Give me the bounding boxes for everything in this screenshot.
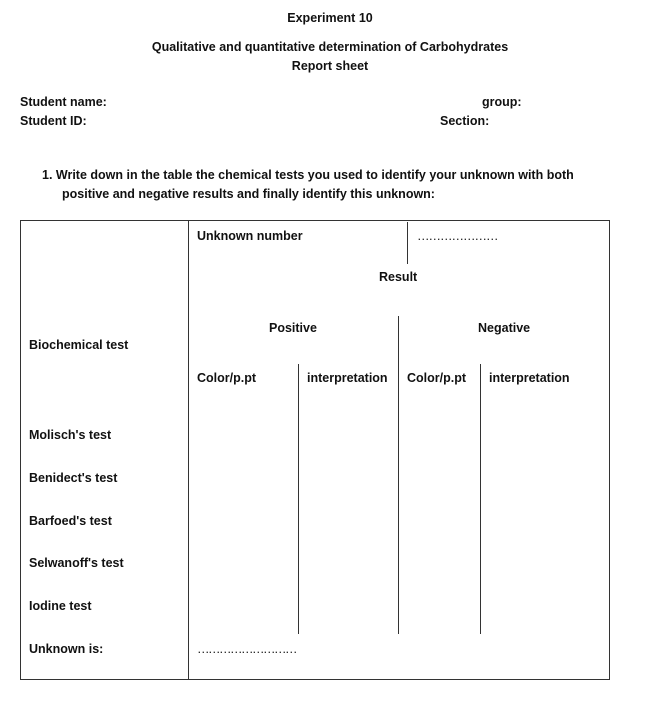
question-line-2: positive and negative results and finally identify this unknown: (62, 187, 435, 201)
report-subtitle: Report sheet (291, 59, 369, 73)
report-title: Qualitative and quantitative determination of Carbohydrates (151, 40, 509, 54)
unknown-number-label: Unknown number (197, 229, 303, 243)
group-label: group: (482, 95, 522, 109)
positive-header: Positive (269, 321, 317, 335)
test-row-barfoed: Barfoed's test (29, 514, 112, 528)
negative-interpretation-header: interpretation (489, 371, 570, 385)
unknown-is-label: Unknown is: (29, 642, 104, 656)
result-header: Result (379, 270, 418, 284)
negative-color-header: Color/p.pt (407, 371, 467, 385)
student-name-label: Student name: (20, 95, 107, 109)
experiment-number: Experiment 10 (287, 11, 373, 25)
positive-interpretation-header: interpretation (307, 371, 388, 385)
positive-color-header: Color/p.pt (197, 371, 257, 385)
positive-negative-divider (398, 316, 399, 634)
table-bottom-border (20, 679, 610, 680)
unknown-number-divider (407, 222, 408, 264)
table-left-border (20, 220, 21, 679)
test-row-molisch: Molisch's test (29, 428, 112, 442)
test-row-selwanoff: Selwanoff's test (29, 556, 124, 570)
table-right-border (609, 220, 610, 679)
negative-header: Negative (478, 321, 531, 335)
section-label: Section: (440, 114, 490, 128)
unknown-is-value[interactable]: ……………………… (197, 642, 296, 656)
table-top-border (20, 220, 610, 221)
student-id-label: Student ID: (20, 114, 87, 128)
negative-subcolumn-divider (480, 364, 481, 634)
positive-subcolumn-divider (298, 364, 299, 634)
test-row-iodine: Iodine test (29, 599, 92, 613)
test-row-benedict: Benidect's test (29, 471, 118, 485)
unknown-number-value[interactable]: ………………… (417, 229, 498, 243)
question-line-1: 1. Write down in the table the chemical tests you used to identify your unknown with both (42, 168, 574, 182)
test-column-divider (188, 220, 189, 679)
biochemical-test-header: Biochemical test (29, 338, 129, 352)
